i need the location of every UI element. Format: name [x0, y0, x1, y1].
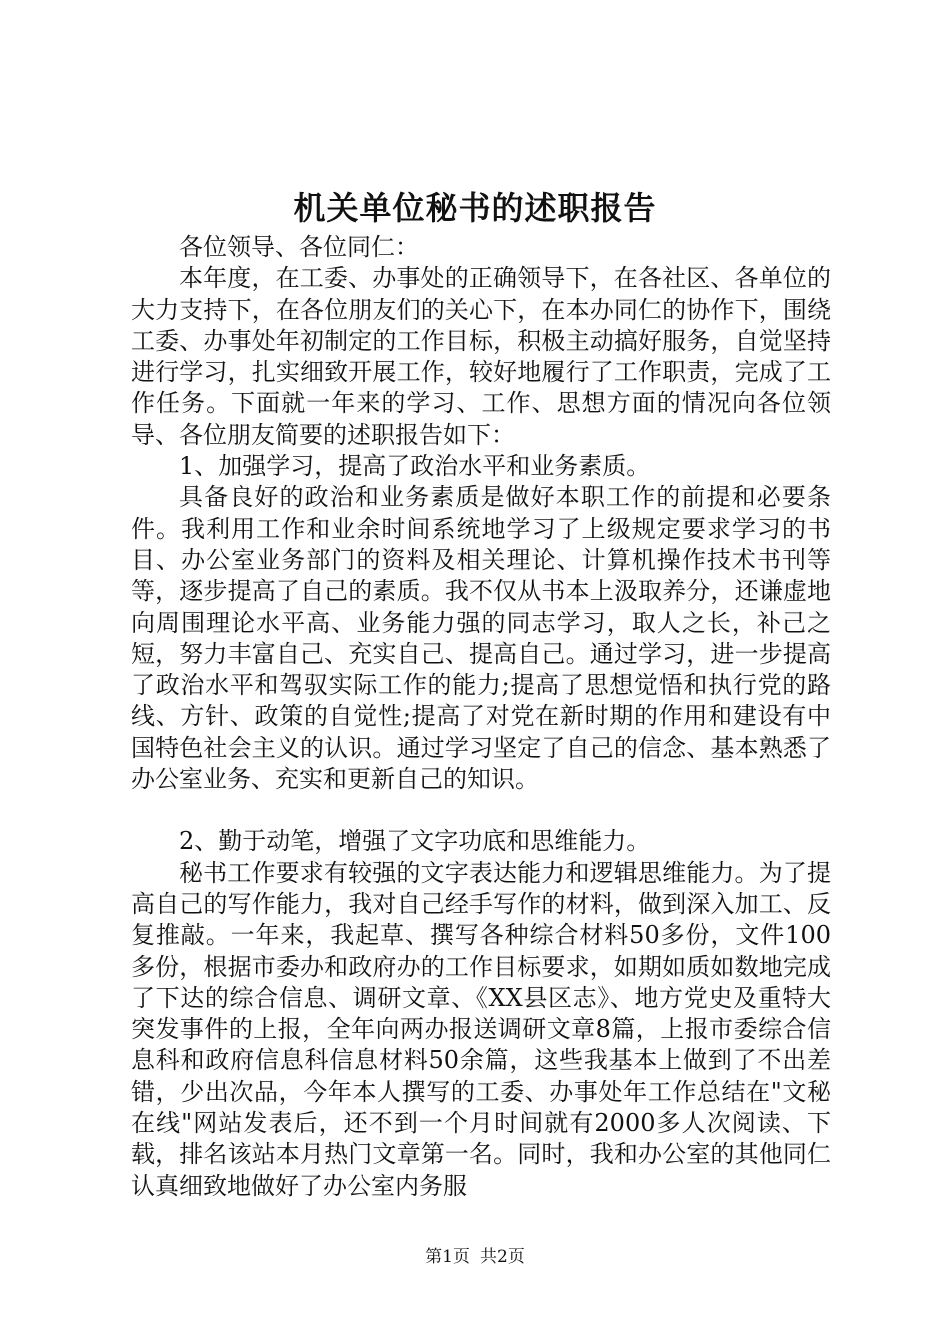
document-title: 机关单位秘书的述职报告 [293, 189, 657, 227]
body-paragraph: 秘书工作要求有较强的文字表达能力和逻辑思维能力。为了提高自己的写作能力，我对自己经手写作的材料，做到深入加工、反复推敲。一年来，我起草、撰写各种综合材料50多份，文件100多份，根据市委办和政府办的工作目标要求，如期如质如数地完成了下达的综合信息、调研文章、《XX县区志》、地方党史及重特大突发事件的上报，全年向两办报送调研文章8篇，上报市委综合信息科和政府信息科信息材料50余篇，这些我基本上做到了不出差错，少出次品，今年本人撰写的工委、办事处年工作总结在"文秘在线"网站发表后，还不到一个月时间就有2000多人次阅读、下载，排名该站本月热门文章第一名。同时，我和办公室的其他同仁认真细致地做好了办公室内务服 [131, 858, 831, 1200]
body-paragraph: 本年度，在工委、办事处的正确领导下，在各社区、各单位的大力支持下，在各位朋友们的关心下，在本办同仁的协作下，围绕工委、办事处年初制定的工作目标，积极主动搞好服务，自觉坚持进行学习，扎实细致开展工作，较好地履行了工作职责，完成了工作任务。下面就一年来的学习、工作、思想方面的情况向各位领导、各位朋友简要的述职报告如下： [131, 264, 831, 449]
page-total: 共2页 [480, 1247, 525, 1267]
salutation: 各位领导、各位同仁： [179, 233, 419, 261]
section-heading: 1、加强学习，提高了政治水平和业务素质。 [179, 452, 651, 481]
page-footer [0, 1246, 950, 1268]
page-number: 第1页 [425, 1247, 470, 1267]
body-paragraph: 具备良好的政治和业务素质是做好本职工作的前提和必要条件。我利用工作和业余时间系统地学习了上级规定要求学习的书目、办公室业务部门的资料及相关理论、计算机操作技术书刊等等，逐步提高了自己的素质。我不仅从书本上汲取养分，还谦虚地向周围理论水平高、业务能力强的同志学习，取人之长，补己之短，努力丰富自己、充实自己、提高自己。通过学习，进一步提高了政治水平和驾驭实际工作的能力;提高了思想觉悟和执行党的路线、方针、政策的自觉性;提高了对党在新时期的作用和建设有中国特色社会主义的认识。通过学习坚定了自己的信念、基本熟悉了办公室业务、充实和更新自己的知识。 [131, 483, 831, 794]
document-body [131, 232, 831, 1202]
section-heading: 2、勤于动笔，增强了文字功底和思维能力。 [179, 827, 651, 856]
